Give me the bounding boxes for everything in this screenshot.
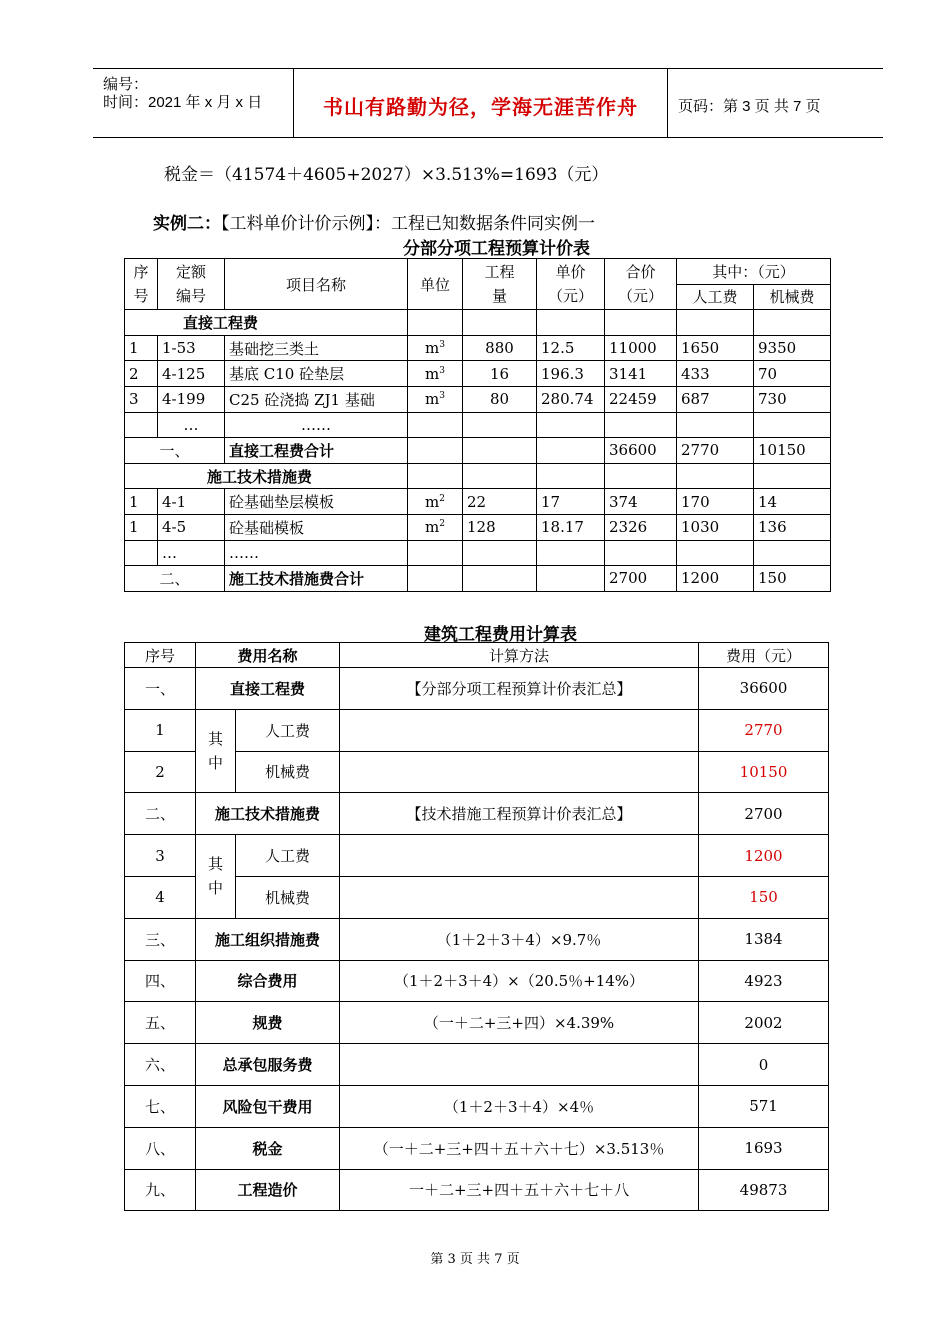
- cell-qty: 128: [463, 514, 537, 540]
- cell-name: 砼基础模板: [225, 514, 408, 540]
- cell-name: 人工费: [236, 709, 340, 751]
- cell-method: 一＋二+三+四＋五＋六＋七＋八: [340, 1169, 699, 1211]
- subtotal-labor: 1200: [677, 566, 754, 592]
- cell-total: 11000: [605, 335, 677, 361]
- table-row: [125, 793, 829, 835]
- among-label: 其 中: [196, 709, 236, 793]
- cell-labor: 170: [677, 489, 754, 515]
- cell-fee: 1200: [699, 835, 829, 877]
- cell-fee: 150: [699, 876, 829, 918]
- cell-name: 基底 C10 砼垫层: [225, 361, 408, 387]
- cell-name: 工程造价: [196, 1169, 340, 1211]
- page-footer: 第 3 页 共 7 页: [430, 1252, 520, 1267]
- header-code: 定额 编号: [158, 259, 225, 310]
- example-label: 实例二：: [153, 214, 221, 234]
- cell-fee: 0: [699, 1044, 829, 1086]
- ellipsis-cell: ……: [225, 412, 408, 438]
- section-row: [125, 310, 831, 336]
- cell-name: C25 砼浇捣 ZJ1 基础: [225, 386, 408, 412]
- cell-code: 4-5: [158, 514, 225, 540]
- table2-title: 建筑工程费用计算表: [424, 625, 577, 645]
- cell-name: 税金: [196, 1127, 340, 1169]
- cell-name: 施工组织措施费: [196, 918, 340, 960]
- cell-seq: 1: [125, 709, 196, 751]
- table-row: [125, 960, 829, 1002]
- cell-name: 直接工程费: [196, 668, 340, 710]
- header-labor: 人工费: [677, 284, 754, 310]
- cell-fee: 36600: [699, 668, 829, 710]
- ellipsis-cell: …: [158, 412, 225, 438]
- table-row: [125, 1002, 829, 1044]
- subtotal-name: 施工技术措施费合计: [225, 566, 408, 592]
- table-row: [125, 412, 831, 438]
- cell-name: 总承包服务费: [196, 1044, 340, 1086]
- header-fee-name: 费用名称: [196, 643, 340, 668]
- table-row: [125, 386, 831, 412]
- cell-fee: 49873: [699, 1169, 829, 1211]
- cell-name: 砼基础垫层模板: [225, 489, 408, 515]
- header-motto: 书山有路勤为径，学海无涯苦作舟: [323, 95, 638, 119]
- header-item-name: 项目名称: [225, 259, 408, 310]
- header-unit: 单位: [408, 259, 463, 310]
- table-row: [125, 1169, 829, 1211]
- cell-fee: 2002: [699, 1002, 829, 1044]
- cell-method: （1＋2＋3＋4）×9.7％: [340, 918, 699, 960]
- table-row: [125, 1127, 829, 1169]
- cell-name: 风险包干费用: [196, 1085, 340, 1127]
- cell-machine: 9350: [754, 335, 831, 361]
- cell-price: 18.17: [537, 514, 605, 540]
- cell-total: 3141: [605, 361, 677, 387]
- cell-name: 人工费: [236, 835, 340, 877]
- table-row: [125, 709, 829, 751]
- ellipsis-cell: …: [158, 540, 225, 566]
- cell-name: 机械费: [236, 751, 340, 793]
- cell-seq: 1: [125, 514, 158, 540]
- cell-unit: $m^3$: [408, 335, 463, 361]
- header-seq: 序号: [125, 643, 196, 668]
- header-method: 计算方法: [340, 643, 699, 668]
- cell-qty: 22: [463, 489, 537, 515]
- cell-method: （1＋2＋3＋4）×4％: [340, 1085, 699, 1127]
- budget-pricing-table: [124, 258, 831, 592]
- subtotal-row: [125, 566, 831, 592]
- cell-seq: 2: [125, 751, 196, 793]
- header-seq: 序 号: [125, 259, 158, 310]
- header-total-price: 合价 （元）: [605, 259, 677, 310]
- cell-code: 4-125: [158, 361, 225, 387]
- cell-unit: $m^2$: [408, 489, 463, 515]
- cell-name: 机械费: [236, 876, 340, 918]
- cell-seq: 3: [125, 386, 158, 412]
- subtotal-total: 2700: [605, 566, 677, 592]
- cell-seq: 八、: [125, 1127, 196, 1169]
- cell-qty: 80: [463, 386, 537, 412]
- table-header-row: [125, 643, 829, 668]
- cell-seq: 六、: [125, 1044, 196, 1086]
- header-quantity: 工程 量: [463, 259, 537, 310]
- document-time-label: 时间：2021 年 x 月 x 日: [103, 94, 263, 111]
- cell-total: 22459: [605, 386, 677, 412]
- page-header: [93, 68, 883, 138]
- header-unit-price: 单价 （元）: [537, 259, 605, 310]
- cell-code: 1-53: [158, 335, 225, 361]
- table-row: [125, 540, 831, 566]
- cell-labor: 1030: [677, 514, 754, 540]
- cell-fee: 4923: [699, 960, 829, 1002]
- cell-method: （1＋2＋3＋4）×（20.5％+14%）: [340, 960, 699, 1002]
- table-header-row: [125, 259, 831, 285]
- table-row: [125, 835, 829, 877]
- cell-code: 4-199: [158, 386, 225, 412]
- table-row: [125, 1044, 829, 1086]
- cell-fee: 1693: [699, 1127, 829, 1169]
- cell-total: 374: [605, 489, 677, 515]
- table-row: [125, 361, 831, 387]
- cell-machine: 14: [754, 489, 831, 515]
- example-description: 【工料单价计价示例】：工程已知数据条件同实例一: [221, 214, 595, 234]
- subtotal-seq: 一、: [125, 438, 225, 464]
- cell-price: 12.5: [537, 335, 605, 361]
- cell-unit: $m^3$: [408, 386, 463, 412]
- subtotal-name: 直接工程费合计: [225, 438, 408, 464]
- table-row: [125, 514, 831, 540]
- cell-price: 280.74: [537, 386, 605, 412]
- cell-seq: 三、: [125, 918, 196, 960]
- cell-seq: 1: [125, 489, 158, 515]
- cell-unit: $m^3$: [408, 361, 463, 387]
- subtotal-seq: 二、: [125, 566, 225, 592]
- cell-fee: 10150: [699, 751, 829, 793]
- cell-labor: 687: [677, 386, 754, 412]
- cell-unit: $m^2$: [408, 514, 463, 540]
- cell-name: 综合费用: [196, 960, 340, 1002]
- table-row: [125, 1085, 829, 1127]
- subtotal-machine: 150: [754, 566, 831, 592]
- cell-seq: 1: [125, 335, 158, 361]
- cell-labor: 1650: [677, 335, 754, 361]
- cell-method: （一＋二+三+四）×4.39%: [340, 1002, 699, 1044]
- table-row: [125, 668, 829, 710]
- cell-code: 4-1: [158, 489, 225, 515]
- cell-fee: 2770: [699, 709, 829, 751]
- header-among: 其中：（元）: [677, 259, 831, 285]
- subtotal-total: 36600: [605, 438, 677, 464]
- cell-machine: 136: [754, 514, 831, 540]
- ellipsis-cell: ……: [225, 540, 408, 566]
- header-fee: 费用（元）: [699, 643, 829, 668]
- header-page-info: 页码：第 3 页 共 7 页: [678, 98, 821, 115]
- cell-fee: 1384: [699, 918, 829, 960]
- section-direct-cost: 直接工程费: [125, 310, 408, 336]
- cell-machine: 730: [754, 386, 831, 412]
- among-label: 其 中: [196, 835, 236, 919]
- cell-seq: 2: [125, 361, 158, 387]
- cell-method: 【分部分项工程预算计价表汇总】: [340, 668, 699, 710]
- cell-labor: 433: [677, 361, 754, 387]
- subtotal-labor: 2770: [677, 438, 754, 464]
- cell-seq: 一、: [125, 668, 196, 710]
- cell-seq: 4: [125, 876, 196, 918]
- header-machine: 机械费: [754, 284, 831, 310]
- table-row: [125, 489, 831, 515]
- cell-machine: 70: [754, 361, 831, 387]
- cell-total: 2326: [605, 514, 677, 540]
- header-meta: [93, 69, 294, 137]
- cell-seq: 五、: [125, 1002, 196, 1044]
- subtotal-machine: 10150: [754, 438, 831, 464]
- cell-qty: 880: [463, 335, 537, 361]
- cell-name: 基础挖三类土: [225, 335, 408, 361]
- cell-fee: 571: [699, 1085, 829, 1127]
- cell-name: 施工技术措施费: [196, 793, 340, 835]
- table-row: [125, 335, 831, 361]
- cell-qty: 16: [463, 361, 537, 387]
- table-row: [125, 918, 829, 960]
- cell-price: 17: [537, 489, 605, 515]
- cell-method: （一＋二+三+四＋五＋六＋七）×3.513％: [340, 1127, 699, 1169]
- cell-price: 196.3: [537, 361, 605, 387]
- cell-seq: 四、: [125, 960, 196, 1002]
- section-tech-measures: 施工技术措施费: [125, 463, 408, 489]
- cell-fee: 2700: [699, 793, 829, 835]
- fee-calculation-table: [124, 642, 829, 1211]
- cell-method: [340, 1044, 699, 1086]
- tax-formula-line: 税金＝（41574＋4605+2027）×3.513%=1693（元）: [164, 165, 609, 185]
- section-row: [125, 463, 831, 489]
- header-page-cell: [668, 69, 883, 137]
- table1-title: 分部分项工程预算计价表: [403, 239, 590, 259]
- cell-seq: 九、: [125, 1169, 196, 1211]
- document-number-label: 编号：: [103, 76, 149, 93]
- cell-seq: 二、: [125, 793, 196, 835]
- cell-seq: 3: [125, 835, 196, 877]
- cell-method: 【技术措施工程预算计价表汇总】: [340, 793, 699, 835]
- header-motto-cell: [294, 69, 668, 137]
- cell-name: 规费: [196, 1002, 340, 1044]
- cell-seq: 七、: [125, 1085, 196, 1127]
- example-heading: [153, 209, 595, 234]
- subtotal-row: [125, 438, 831, 464]
